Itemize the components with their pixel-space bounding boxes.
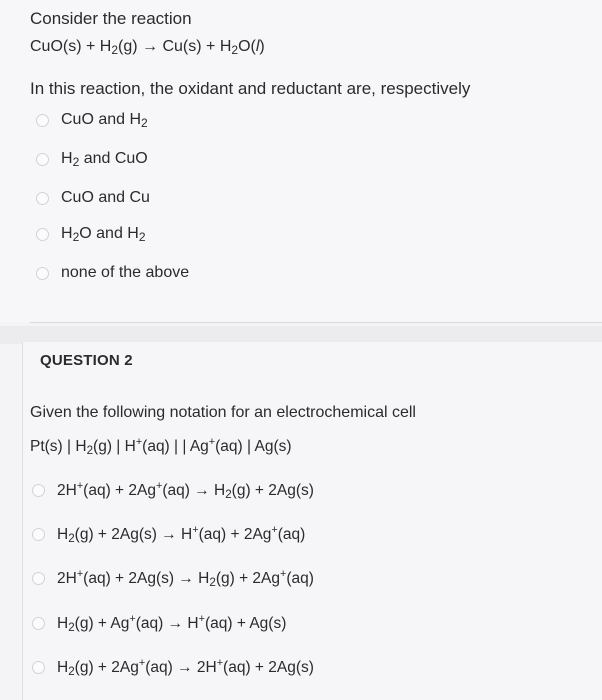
section-divider (30, 322, 602, 323)
option-label: $H_2(g) + Ag^+(aq) \to H^+(aq) + Ag(s)$ (57, 613, 287, 634)
q1-option-e[interactable] (36, 264, 189, 282)
q2-prompt: Given the following notation for an electrochemical cell (30, 404, 416, 421)
radio-button[interactable] (32, 572, 45, 585)
option-label: $H_2$ and CuO (61, 150, 148, 169)
radio-button[interactable] (32, 617, 45, 630)
q1-option-c[interactable] (36, 189, 150, 207)
q2-option-b[interactable] (32, 524, 305, 545)
radio-button[interactable] (32, 484, 45, 497)
radio-button[interactable] (36, 267, 49, 280)
option-label: none of the above (61, 264, 190, 281)
radio-button[interactable] (32, 661, 45, 674)
option-label: $H_2(g) + 2Ag(s) \to H^+(aq) + 2Ag^+(aq)$ (57, 524, 306, 545)
option-label: $2H^+(aq) + 2Ag(s) \to H_2(g) + 2Ag^+(aq)$ (57, 568, 314, 589)
option-label: $2H^+(aq) + 2Ag^+(aq) \to H_2(g) + 2Ag(s)$ (57, 480, 314, 501)
radio-button[interactable] (32, 528, 45, 541)
q2-option-e[interactable] (32, 657, 314, 678)
radio-button[interactable] (36, 228, 49, 241)
option-label: $H_2O$ and $H_2$ (61, 225, 146, 244)
q2-option-d[interactable] (32, 613, 286, 634)
q2-option-c[interactable] (32, 568, 314, 589)
q1-option-d[interactable] (36, 225, 146, 244)
q2-option-a[interactable] (32, 480, 314, 501)
radio-button[interactable] (36, 192, 49, 205)
option-label: CuO and Cu (61, 189, 150, 206)
radio-button[interactable] (36, 153, 49, 166)
option-label: $H_2(g) + 2Ag^+(aq) \to 2H^+(aq) + 2Ag(s)$ (57, 657, 314, 678)
q1-intro: Consider the reaction (30, 9, 192, 28)
q1-reaction: $CuO(s) + H_2(g) \to Cu(s) + H_2O(l)$ (30, 38, 265, 57)
q2-cell-notation: Pt(s) | $H_2(g)$ | H+(aq) | | Ag+(aq) | Ag(s) (30, 436, 292, 457)
q1-option-a[interactable] (36, 111, 148, 130)
question-2-panel (22, 342, 602, 700)
q1-option-b[interactable] (36, 150, 148, 169)
radio-button[interactable] (36, 114, 49, 127)
option-label: CuO and $H_2$ (61, 111, 148, 130)
q1-question: In this reaction, the oxidant and reductant are, respectively (30, 79, 471, 98)
question-2-heading: QUESTION 2 (40, 352, 133, 369)
